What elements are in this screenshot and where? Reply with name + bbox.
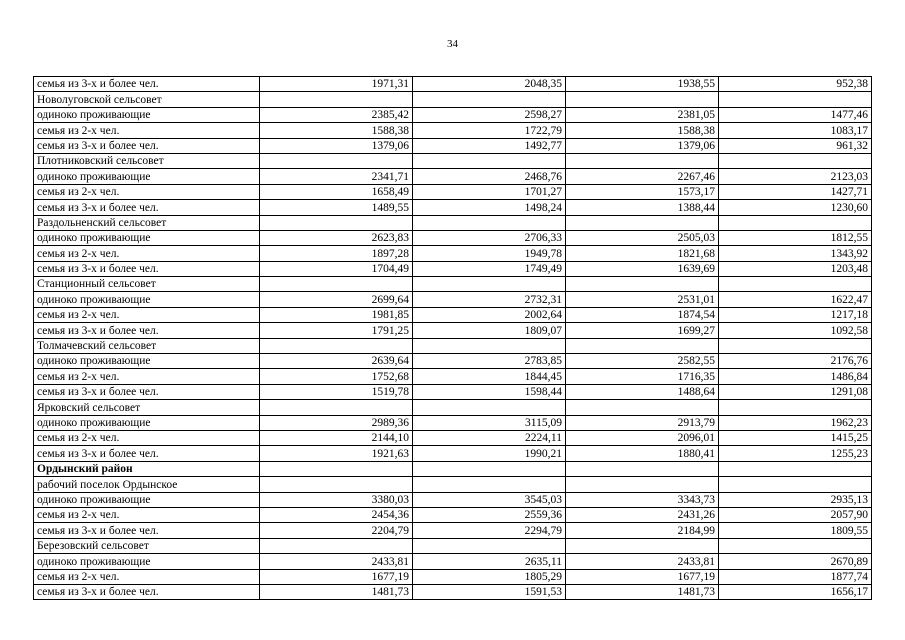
value-cell-3: 2431,26 xyxy=(566,507,719,522)
value-cell-4: 1477,46 xyxy=(719,107,872,122)
value-cell-1: 1791,25 xyxy=(260,323,413,338)
value-cell-1: 2454,36 xyxy=(260,507,413,522)
row-label: одиноко проживающие xyxy=(34,554,260,569)
value-cell-1 xyxy=(260,461,413,476)
value-cell-4: 1343,92 xyxy=(719,246,872,261)
table-row xyxy=(34,446,872,461)
row-label: семья из 2-х чел. xyxy=(34,507,260,522)
value-cell-2: 1591,53 xyxy=(413,584,566,599)
data-table xyxy=(33,76,872,600)
table-row xyxy=(34,107,872,122)
section-header-row xyxy=(34,92,872,107)
value-cell-4: 1415,25 xyxy=(719,430,872,445)
value-cell-3: 3343,73 xyxy=(566,492,719,507)
row-label: семья из 2-х чел. xyxy=(34,569,260,584)
row-label: одиноко проживающие xyxy=(34,107,260,122)
district-name: Ордынский район xyxy=(34,461,260,476)
value-cell-3 xyxy=(566,461,719,476)
page-number: 34 xyxy=(447,38,458,50)
value-cell-2: 2706,33 xyxy=(413,230,566,245)
value-cell-4 xyxy=(719,153,872,168)
value-cell-1 xyxy=(260,153,413,168)
value-cell-1 xyxy=(260,477,413,492)
value-cell-2: 1805,29 xyxy=(413,569,566,584)
table-row xyxy=(34,569,872,584)
value-cell-2: 2559,36 xyxy=(413,507,566,522)
value-cell-4: 2670,89 xyxy=(719,554,872,569)
row-label: семья из 3-х и более чел. xyxy=(34,584,260,599)
value-cell-4: 1092,58 xyxy=(719,323,872,338)
value-cell-4: 2176,76 xyxy=(719,354,872,369)
value-cell-3: 1874,54 xyxy=(566,307,719,322)
value-cell-2: 2294,79 xyxy=(413,523,566,538)
value-cell-3 xyxy=(566,215,719,230)
table-row xyxy=(34,430,872,445)
value-cell-3: 2096,01 xyxy=(566,430,719,445)
value-cell-3: 1699,27 xyxy=(566,323,719,338)
value-cell-2: 2224,11 xyxy=(413,430,566,445)
table-row xyxy=(34,523,872,538)
value-cell-1: 2433,81 xyxy=(260,554,413,569)
value-cell-2: 1809,07 xyxy=(413,323,566,338)
value-cell-3: 2531,01 xyxy=(566,292,719,307)
value-cell-3 xyxy=(566,338,719,353)
value-cell-1: 3380,03 xyxy=(260,492,413,507)
value-cell-3: 1379,06 xyxy=(566,138,719,153)
value-cell-3: 1639,69 xyxy=(566,261,719,276)
value-cell-2: 2598,27 xyxy=(413,107,566,122)
settlement-name: Раздольненский сельсовет xyxy=(34,215,260,230)
row-label: семья из 3-х и более чел. xyxy=(34,261,260,276)
value-cell-4: 1427,71 xyxy=(719,184,872,199)
value-cell-1: 1379,06 xyxy=(260,138,413,153)
table-row xyxy=(34,184,872,199)
value-cell-2: 1598,44 xyxy=(413,384,566,399)
section-header-row xyxy=(34,338,872,353)
value-cell-3 xyxy=(566,400,719,415)
value-cell-4: 1203,48 xyxy=(719,261,872,276)
table-row xyxy=(34,261,872,276)
value-cell-4: 1255,23 xyxy=(719,446,872,461)
value-cell-1: 2699,64 xyxy=(260,292,413,307)
value-cell-4: 1486,84 xyxy=(719,369,872,384)
value-cell-3 xyxy=(566,477,719,492)
district-header-row xyxy=(34,461,872,476)
value-cell-3: 2381,05 xyxy=(566,107,719,122)
value-cell-1 xyxy=(260,338,413,353)
value-cell-1: 1897,28 xyxy=(260,246,413,261)
value-cell-1 xyxy=(260,400,413,415)
value-cell-1: 1481,73 xyxy=(260,584,413,599)
value-cell-3: 2505,03 xyxy=(566,230,719,245)
value-cell-2: 2783,85 xyxy=(413,354,566,369)
table-row xyxy=(34,554,872,569)
table-row xyxy=(34,246,872,261)
value-cell-1 xyxy=(260,538,413,553)
value-cell-4: 1877,74 xyxy=(719,569,872,584)
table-row xyxy=(34,123,872,138)
value-cell-2: 1949,78 xyxy=(413,246,566,261)
settlement-name: Ярковский сельсовет xyxy=(34,400,260,415)
table-row xyxy=(34,307,872,322)
settlement-name: Березовский сельсовет xyxy=(34,538,260,553)
value-cell-3: 1938,55 xyxy=(566,77,719,92)
value-cell-4 xyxy=(719,538,872,553)
value-cell-2: 2635,11 xyxy=(413,554,566,569)
value-cell-3: 1821,68 xyxy=(566,246,719,261)
value-cell-2: 2468,76 xyxy=(413,169,566,184)
table-row xyxy=(34,507,872,522)
table-row xyxy=(34,138,872,153)
table-row xyxy=(34,384,872,399)
value-cell-4: 2057,90 xyxy=(719,507,872,522)
table-row xyxy=(34,323,872,338)
value-cell-3: 2184,99 xyxy=(566,523,719,538)
row-label: семья из 2-х чел. xyxy=(34,184,260,199)
value-cell-1: 2623,83 xyxy=(260,230,413,245)
value-cell-1: 2341,71 xyxy=(260,169,413,184)
value-cell-1: 1752,68 xyxy=(260,369,413,384)
value-cell-2: 1701,27 xyxy=(413,184,566,199)
value-cell-3: 1388,44 xyxy=(566,200,719,215)
row-label: семья из 2-х чел. xyxy=(34,369,260,384)
table-row xyxy=(34,369,872,384)
value-cell-4: 1083,17 xyxy=(719,123,872,138)
value-cell-1: 1519,78 xyxy=(260,384,413,399)
value-cell-2 xyxy=(413,153,566,168)
value-cell-4: 952,38 xyxy=(719,77,872,92)
section-header-row xyxy=(34,215,872,230)
value-cell-2: 1749,49 xyxy=(413,261,566,276)
value-cell-1: 1658,49 xyxy=(260,184,413,199)
value-cell-1: 2204,79 xyxy=(260,523,413,538)
row-label: семья из 3-х и более чел. xyxy=(34,323,260,338)
value-cell-4: 1217,18 xyxy=(719,307,872,322)
row-label: семья из 3-х и более чел. xyxy=(34,138,260,153)
value-cell-1: 1704,49 xyxy=(260,261,413,276)
row-label: семья из 3-х и более чел. xyxy=(34,523,260,538)
settlement-name: Станционный сельсовет xyxy=(34,277,260,292)
value-cell-4: 2123,03 xyxy=(719,169,872,184)
value-cell-4: 2935,13 xyxy=(719,492,872,507)
value-cell-1: 1921,63 xyxy=(260,446,413,461)
value-cell-2: 2002,64 xyxy=(413,307,566,322)
value-cell-2: 1990,21 xyxy=(413,446,566,461)
row-label: одиноко проживающие xyxy=(34,230,260,245)
value-cell-1: 1981,85 xyxy=(260,307,413,322)
value-cell-4 xyxy=(719,92,872,107)
section-header-row xyxy=(34,277,872,292)
table-row xyxy=(34,77,872,92)
row-label: одиноко проживающие xyxy=(34,354,260,369)
value-cell-2: 1844,45 xyxy=(413,369,566,384)
row-label: одиноко проживающие xyxy=(34,492,260,507)
value-cell-2: 2048,35 xyxy=(413,77,566,92)
value-cell-3: 1716,35 xyxy=(566,369,719,384)
value-cell-1: 1588,38 xyxy=(260,123,413,138)
settlement-name: Толмачевский сельсовет xyxy=(34,338,260,353)
value-cell-2 xyxy=(413,400,566,415)
value-cell-4 xyxy=(719,400,872,415)
settlement-name: Плотниковский сельсовет xyxy=(34,153,260,168)
row-label: семья из 2-х чел. xyxy=(34,430,260,445)
value-cell-3: 2913,79 xyxy=(566,415,719,430)
value-cell-4: 1230,60 xyxy=(719,200,872,215)
table-row xyxy=(34,492,872,507)
value-cell-3: 2582,55 xyxy=(566,354,719,369)
value-cell-2 xyxy=(413,461,566,476)
value-cell-4 xyxy=(719,338,872,353)
table-row xyxy=(34,200,872,215)
row-label: одиноко проживающие xyxy=(34,169,260,184)
value-cell-3 xyxy=(566,538,719,553)
value-cell-2 xyxy=(413,92,566,107)
value-cell-2 xyxy=(413,338,566,353)
value-cell-1 xyxy=(260,215,413,230)
value-cell-3: 1677,19 xyxy=(566,569,719,584)
value-cell-3: 2433,81 xyxy=(566,554,719,569)
section-header-row xyxy=(34,400,872,415)
section-header-row xyxy=(34,153,872,168)
value-cell-1: 2144,10 xyxy=(260,430,413,445)
value-cell-2 xyxy=(413,538,566,553)
table-row xyxy=(34,169,872,184)
section-header-row xyxy=(34,538,872,553)
value-cell-4: 1656,17 xyxy=(719,584,872,599)
value-cell-1 xyxy=(260,277,413,292)
table-row xyxy=(34,292,872,307)
row-label: семья из 2-х чел. xyxy=(34,246,260,261)
value-cell-2: 2732,31 xyxy=(413,292,566,307)
value-cell-4 xyxy=(719,461,872,476)
row-label: семья из 3-х и более чел. xyxy=(34,77,260,92)
value-cell-1 xyxy=(260,92,413,107)
value-cell-1: 2385,42 xyxy=(260,107,413,122)
settlement-name: рабочий поселок Ордынское xyxy=(34,477,260,492)
value-cell-2: 1498,24 xyxy=(413,200,566,215)
row-label: семья из 3-х и более чел. xyxy=(34,384,260,399)
value-cell-4: 961,32 xyxy=(719,138,872,153)
value-cell-2: 1722,79 xyxy=(413,123,566,138)
row-label: одиноко проживающие xyxy=(34,415,260,430)
value-cell-2: 3115,09 xyxy=(413,415,566,430)
value-cell-3: 1588,38 xyxy=(566,123,719,138)
row-label: семья из 3-х и более чел. xyxy=(34,200,260,215)
value-cell-2 xyxy=(413,215,566,230)
value-cell-1: 2989,36 xyxy=(260,415,413,430)
value-cell-3: 1488,64 xyxy=(566,384,719,399)
value-cell-1: 1489,55 xyxy=(260,200,413,215)
value-cell-2 xyxy=(413,477,566,492)
value-cell-3: 1573,17 xyxy=(566,184,719,199)
value-cell-3 xyxy=(566,277,719,292)
value-cell-4: 1962,23 xyxy=(719,415,872,430)
table-row xyxy=(34,354,872,369)
value-cell-4: 1291,08 xyxy=(719,384,872,399)
value-cell-3 xyxy=(566,153,719,168)
value-cell-3: 2267,46 xyxy=(566,169,719,184)
table-row xyxy=(34,415,872,430)
value-cell-4: 1812,55 xyxy=(719,230,872,245)
row-label: семья из 2-х чел. xyxy=(34,307,260,322)
section-header-row xyxy=(34,477,872,492)
row-label: семья из 2-х чел. xyxy=(34,123,260,138)
settlement-name: Новолуговской сельсовет xyxy=(34,92,260,107)
value-cell-1: 2639,64 xyxy=(260,354,413,369)
value-cell-4 xyxy=(719,215,872,230)
value-cell-4: 1622,47 xyxy=(719,292,872,307)
table-row xyxy=(34,584,872,599)
table-body xyxy=(34,77,872,600)
row-label: семья из 3-х и более чел. xyxy=(34,446,260,461)
value-cell-2: 3545,03 xyxy=(413,492,566,507)
value-cell-3: 1481,73 xyxy=(566,584,719,599)
value-cell-4 xyxy=(719,477,872,492)
value-cell-1: 1971,31 xyxy=(260,77,413,92)
value-cell-4: 1809,55 xyxy=(719,523,872,538)
value-cell-3 xyxy=(566,92,719,107)
value-cell-4 xyxy=(719,277,872,292)
table-row xyxy=(34,230,872,245)
value-cell-2: 1492,77 xyxy=(413,138,566,153)
row-label: одиноко проживающие xyxy=(34,292,260,307)
value-cell-1: 1677,19 xyxy=(260,569,413,584)
value-cell-2 xyxy=(413,277,566,292)
value-cell-3: 1880,41 xyxy=(566,446,719,461)
